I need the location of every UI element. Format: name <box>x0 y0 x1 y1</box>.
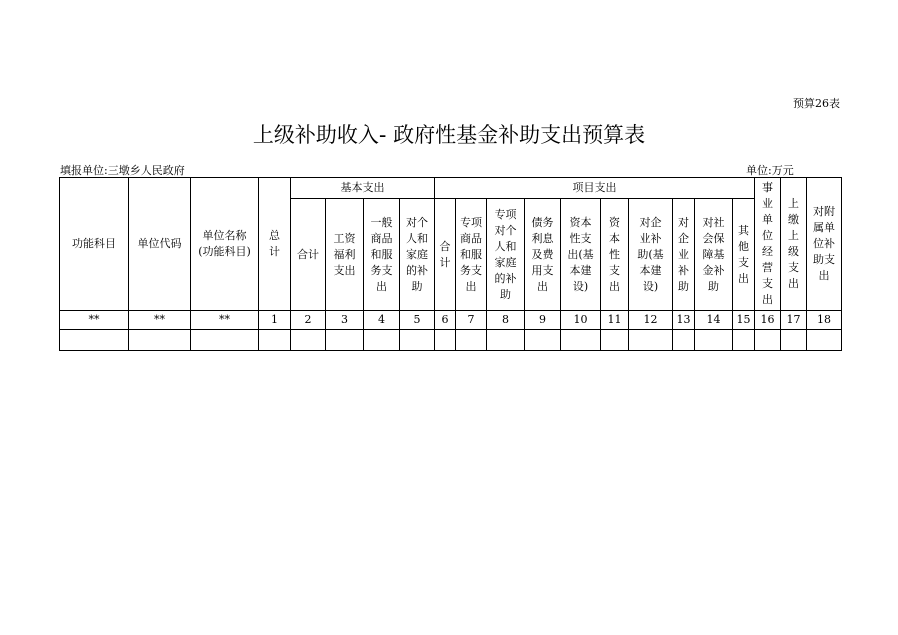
header-wages-welfare: 工资 福利 支出 <box>326 199 364 311</box>
code-cell: 12 <box>629 311 673 330</box>
header-unit-code: 单位代码 <box>129 178 191 311</box>
header-basic-subtotal: 合计 <box>291 199 326 311</box>
code-cell: 13 <box>673 311 695 330</box>
code-cell: ** <box>191 311 259 330</box>
code-cell: 11 <box>601 311 629 330</box>
header-debt-interest: 债务 利息 及费 用支 出 <box>525 199 561 311</box>
header-enterprise-operating: 事 业 单 位 经 营 支 出 <box>755 178 781 311</box>
code-cell: 5 <box>400 311 435 330</box>
header-household-subsidy: 对个 人和 家庭 的补 助 <box>400 199 435 311</box>
table-row <box>60 330 842 351</box>
header-other-expenditure: 其 他支 出 <box>733 199 755 311</box>
header-special-goods-services: 专项 商品 和服 务支 出 <box>456 199 487 311</box>
header-enterprise-subsidy: 对 企 业 补 助 <box>673 199 695 311</box>
header-capital-construction: 资本 性支 出(基 本建 设) <box>561 199 601 311</box>
header-project-subtotal: 合 计 <box>435 199 456 311</box>
code-cell: 1 <box>259 311 291 330</box>
header-social-security-subsidy: 对社 会保 障基 金补 助 <box>695 199 733 311</box>
currency-unit: 单位:万元 <box>746 164 794 177</box>
code-cell: 17 <box>781 311 807 330</box>
header-basic-expenditure: 基本支出 <box>291 178 435 199</box>
header-total: 总 计 <box>259 178 291 311</box>
header-special-household-subsidy: 专项 对个 人和 家庭 的补 助 <box>487 199 525 311</box>
code-cell: 16 <box>755 311 781 330</box>
header-unit-name: 单位名称 (功能科目) <box>191 178 259 311</box>
code-cell: 3 <box>326 311 364 330</box>
header-subsidiary-subsidy: 对附 属单 位补 助支 出 <box>807 178 842 311</box>
filling-unit: 填报单位:三墩乡人民政府 <box>60 164 185 177</box>
code-cell: ** <box>60 311 129 330</box>
code-cell: 4 <box>364 311 400 330</box>
code-cell: 14 <box>695 311 733 330</box>
code-cell: 7 <box>456 311 487 330</box>
code-cell: 9 <box>525 311 561 330</box>
header-enterprise-subsidy-construction: 对企 业补 助(基 本建 设) <box>629 199 673 311</box>
header-function-subject: 功能科目 <box>60 178 129 311</box>
page-title: 上级补助收入- 政府性基金补助支出预算表 <box>252 123 646 147</box>
code-cell: 2 <box>291 311 326 330</box>
header-capital-expenditure: 资 本 性 支 出 <box>601 199 629 311</box>
header-goods-services: 一般 商品 和服 务支 出 <box>364 199 400 311</box>
code-cell: 18 <box>807 311 842 330</box>
code-cell: ** <box>129 311 191 330</box>
form-number: 预算26表 <box>793 97 840 110</box>
budget-table <box>59 177 842 351</box>
header-upper-remittance: 上 缴 上 级 支 出 <box>781 178 807 311</box>
code-row <box>60 311 842 330</box>
code-cell: 10 <box>561 311 601 330</box>
header-project-expenditure: 项目支出 <box>435 178 755 199</box>
code-cell: 8 <box>487 311 525 330</box>
code-cell: 15 <box>733 311 755 330</box>
code-cell: 6 <box>435 311 456 330</box>
